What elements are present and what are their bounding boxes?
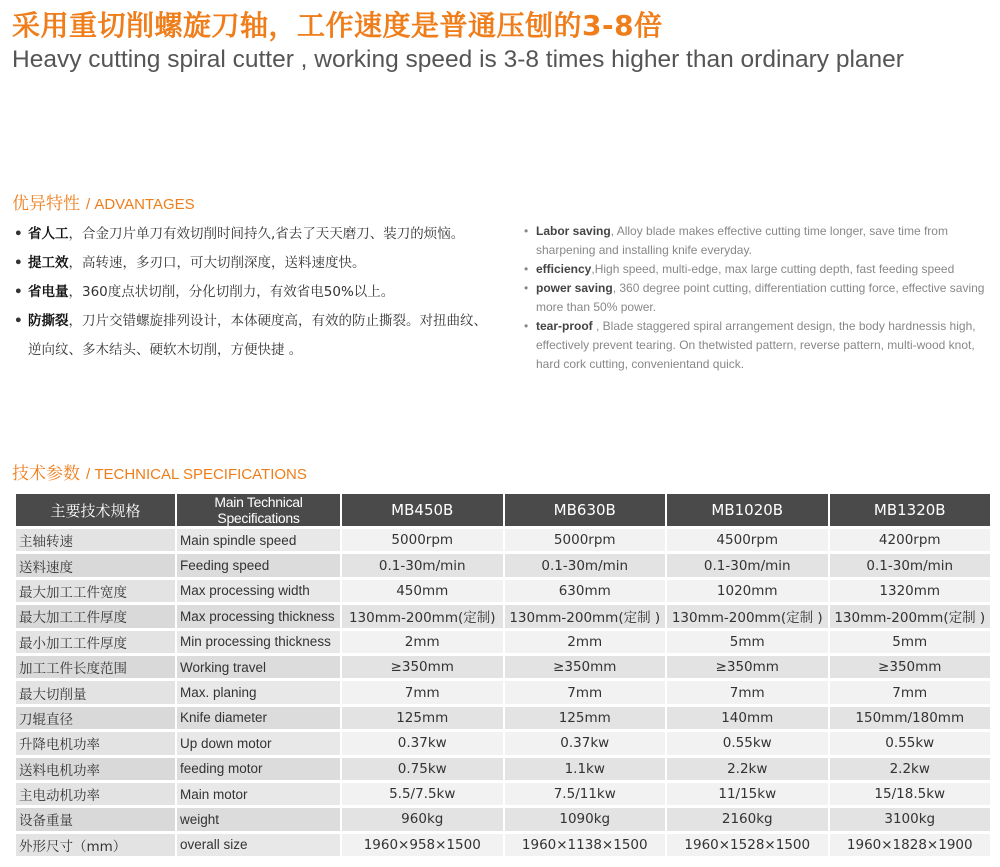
spec-value: 125mm: [342, 707, 503, 729]
spec-value: 0.55kw: [830, 732, 991, 754]
table-row: [16, 605, 990, 627]
spec-label-cn: 最大加工工件厚度: [16, 605, 175, 627]
headline-cn: 采用重切削螺旋刀轴，工作速度是普通压刨的3-8倍: [12, 9, 663, 42]
spec-value: 0.1-30m/min: [667, 554, 828, 576]
advantage-bold: efficiency: [536, 262, 592, 276]
header-cell: MB450B: [342, 494, 503, 526]
spec-value: 3100kg: [830, 808, 991, 830]
spec-value: 130mm-200mm(定制 ): [667, 605, 828, 627]
advantages-title-cn: 优异特性: [12, 194, 80, 214]
spec-value: 7mm: [667, 681, 828, 703]
header-cell: Main Technical Specifications: [177, 494, 340, 526]
advantage-text: ，360度点状切削，分化切削力，有效省电50%以上。: [68, 284, 395, 300]
table-row: [16, 681, 990, 703]
spec-value: 0.1-30m/min: [830, 554, 991, 576]
advantage-text: ，高转速，多刃口，可大切削深度，送料速度快。: [68, 255, 366, 271]
spec-value: 125mm: [505, 707, 666, 729]
advantage-item-en: [524, 222, 990, 260]
advantage-item-cn: [14, 307, 494, 365]
advantage-text: , Blade staggered spiral arrangement design, the body hardnessis high, effectively prevent tearing. On thetwisted pattern, reverse pattern, multi-wood knot, hard cork cutting, convenientand quick.: [536, 319, 976, 371]
spec-value: 630mm: [505, 580, 666, 602]
spec-value: 7mm: [342, 681, 503, 703]
spec-value: 1320mm: [830, 580, 991, 602]
advantage-bold: Labor saving: [536, 224, 611, 238]
advantage-bold: 省人工: [28, 226, 69, 242]
spec-value: 0.55kw: [667, 732, 828, 754]
advantage-bold: 省电量: [28, 284, 69, 300]
header-cell: MB1020B: [667, 494, 828, 526]
spec-value: ≥350mm: [505, 656, 666, 678]
spec-value: ≥350mm: [342, 656, 503, 678]
specs-header-row: [16, 494, 990, 526]
advantage-text: ,High speed, multi-edge, max large cutting depth, fast feeding speed: [591, 262, 955, 276]
spec-label-en: Main motor: [177, 783, 340, 805]
spec-value: 130mm-200mm(定制 ): [505, 605, 666, 627]
spec-label-cn: 外形尺寸（mm）: [16, 834, 175, 856]
advantage-item-en: [524, 260, 990, 279]
spec-value: 450mm: [342, 580, 503, 602]
spec-value: 7mm: [505, 681, 666, 703]
spec-value: 1960×958×1500: [342, 834, 503, 856]
spec-label-cn: 送料电机功率: [16, 758, 175, 780]
spec-value: 5mm: [667, 631, 828, 653]
specs-heading: [12, 459, 307, 484]
spec-value: 2.2kw: [667, 758, 828, 780]
spec-label-cn: 主电动机功率: [16, 783, 175, 805]
spec-value: 1960×1828×1900: [830, 834, 991, 856]
spec-value: 7mm: [830, 681, 991, 703]
spec-label-cn: 设备重量: [16, 808, 175, 830]
table-row: [16, 529, 990, 551]
header-cell: MB1320B: [830, 494, 991, 526]
spec-value: 140mm: [667, 707, 828, 729]
spec-label-cn: 最大切削量: [16, 681, 175, 703]
advantage-item-en: [524, 279, 990, 317]
advantage-item-en: [524, 317, 990, 374]
table-row: [16, 631, 990, 653]
table-row: [16, 783, 990, 805]
specs-body: [16, 529, 990, 856]
advantage-item-cn: [14, 278, 494, 307]
advantages-list-en: [524, 222, 990, 374]
spec-label-cn: 最大加工工件宽度: [16, 580, 175, 602]
spec-value: 5000rpm: [505, 529, 666, 551]
spec-label-cn: 最小加工工件厚度: [16, 631, 175, 653]
table-row: [16, 580, 990, 602]
spec-value: ≥350mm: [667, 656, 828, 678]
spec-label-en: Max processing width: [177, 580, 340, 602]
advantage-text: , 360 degree point cutting, differentiation cutting force, effective saving more than 50% power.: [536, 281, 985, 314]
spec-value: 2160kg: [667, 808, 828, 830]
specs-title-cn: 技术参数: [12, 464, 80, 484]
table-row: [16, 554, 990, 576]
advantage-item-cn: [14, 220, 494, 249]
spec-value: 1.1kw: [505, 758, 666, 780]
spec-label-en: Main spindle speed: [177, 529, 340, 551]
headline-en: Heavy cutting spiral cutter , working speed is 3-8 times higher than ordinary planer: [12, 46, 904, 73]
spec-value: 2mm: [342, 631, 503, 653]
spec-value: 5000rpm: [342, 529, 503, 551]
spec-value: 4500rpm: [667, 529, 828, 551]
spec-label-cn: 送料速度: [16, 554, 175, 576]
table-row: [16, 758, 990, 780]
header-cell: 主要技术规格: [16, 494, 175, 526]
spec-label-en: weight: [177, 808, 340, 830]
spec-value: ≥350mm: [830, 656, 991, 678]
table-row: [16, 707, 990, 729]
spec-value: 5.5/7.5kw: [342, 783, 503, 805]
advantage-bold: tear-proof: [536, 319, 593, 333]
advantages-heading: [12, 189, 195, 214]
table-row: [16, 834, 990, 856]
spec-label-en: Feeding speed: [177, 554, 340, 576]
spec-value: 1090kg: [505, 808, 666, 830]
advantages-list-cn: [14, 220, 494, 365]
advantages-title-en: / ADVANTAGES: [86, 196, 195, 213]
spec-label-en: feeding motor: [177, 758, 340, 780]
header-cell: MB630B: [505, 494, 666, 526]
advantage-text: ，合金刀片单刀有效切削时间持久,省去了天天磨刀、装刀的烦恼。: [68, 226, 465, 242]
spec-value: 5mm: [830, 631, 991, 653]
spec-label-cn: 刀辊直径: [16, 707, 175, 729]
spec-value: 0.1-30m/min: [505, 554, 666, 576]
spec-value: 0.1-30m/min: [342, 554, 503, 576]
spec-label-en: Min processing thickness: [177, 631, 340, 653]
spec-value: 15/18.5kw: [830, 783, 991, 805]
specs-title-en: / TECHNICAL SPECIFICATIONS: [86, 466, 307, 483]
advantage-bold: 提工效: [28, 255, 69, 271]
spec-value: 1960×1138×1500: [505, 834, 666, 856]
spec-label-en: overall size: [177, 834, 340, 856]
advantage-text: , Alloy blade makes effective cutting time longer, save time from sharpening and installing knife everyday.: [536, 224, 948, 257]
spec-value: 1020mm: [667, 580, 828, 602]
spec-value: 0.75kw: [342, 758, 503, 780]
spec-value: 4200rpm: [830, 529, 991, 551]
spec-label-en: Up down motor: [177, 732, 340, 754]
spec-value: 7.5/11kw: [505, 783, 666, 805]
spec-value: 960kg: [342, 808, 503, 830]
spec-value: 11/15kw: [667, 783, 828, 805]
spec-label-en: Working travel: [177, 656, 340, 678]
table-row: [16, 732, 990, 754]
spec-label-cn: 主轴转速: [16, 529, 175, 551]
spec-value: 0.37kw: [505, 732, 666, 754]
spec-label-en: Max. planing: [177, 681, 340, 703]
spec-value: 2mm: [505, 631, 666, 653]
spec-label-en: Max processing thickness: [177, 605, 340, 627]
table-row: [16, 656, 990, 678]
spec-value: 130mm-200mm(定制): [342, 605, 503, 627]
spec-label-en: Knife diameter: [177, 707, 340, 729]
spec-value: 150mm/180mm: [830, 707, 991, 729]
advantage-bold: 防撕裂: [28, 313, 69, 329]
advantage-item-cn: [14, 249, 494, 278]
spec-label-cn: 加工工件长度范围: [16, 656, 175, 678]
spec-label-cn: 升降电机功率: [16, 732, 175, 754]
spec-value: 1960×1528×1500: [667, 834, 828, 856]
table-row: [16, 808, 990, 830]
advantage-text: ，刀片交错螺旋排列设计，本体硬度高，有效的防止撕裂。对扭曲纹、逆向纹、多木结头、硬软木切削，方便快捷 。: [28, 313, 487, 358]
advantage-bold: power saving: [536, 281, 613, 295]
spec-value: 2.2kw: [830, 758, 991, 780]
specs-table: [14, 491, 992, 859]
spec-value: 130mm-200mm(定制 ): [830, 605, 991, 627]
spec-value: 0.37kw: [342, 732, 503, 754]
